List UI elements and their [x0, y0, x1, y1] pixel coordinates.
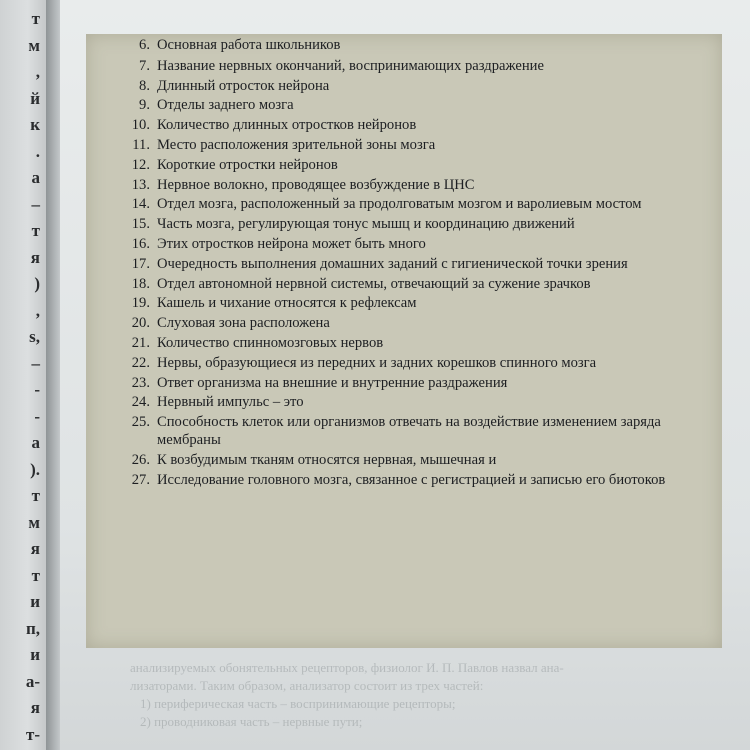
left-page-text-fragment: ).	[30, 459, 40, 479]
item-number: 7.	[139, 57, 150, 74]
list-item	[86, 78, 722, 96]
show-through-text: 1) периферическая часть – воспринимающие рецепторы;	[140, 696, 456, 711]
item-number: 10.	[131, 117, 150, 134]
item-number: 25.	[131, 414, 150, 431]
item-number: 22.	[131, 354, 150, 371]
left-page-text-fragment: и	[30, 592, 40, 611]
left-page-text-fragment: т	[31, 221, 40, 240]
item-number: 21.	[131, 334, 150, 351]
left-page-text-fragment: т-	[25, 724, 40, 744]
left-page-text-fragment: и	[30, 645, 40, 664]
item-text: Слуховая зона расположена	[157, 315, 330, 332]
item-text: Очередность выполнения домашних заданий с гигиенической точки зрения	[157, 255, 628, 272]
list-item	[86, 452, 722, 470]
list-item	[86, 355, 722, 373]
left-page-text-fragment: а-	[25, 671, 40, 691]
list-item	[86, 97, 722, 115]
show-through-text: лизаторами. Таким образом, анализатор состоит из трех частей:	[130, 678, 484, 693]
item-text: Этих отростков нейрона может быть много	[157, 235, 426, 252]
left-page-text-fragment: я	[30, 698, 40, 717]
item-number: 9.	[139, 97, 150, 114]
list-item	[86, 137, 722, 155]
item-text: Нервный импульс – это	[157, 394, 304, 411]
left-page-text-fragment: м	[28, 512, 40, 532]
item-number: 11.	[132, 136, 150, 153]
item-number: 8.	[139, 77, 150, 94]
list-item	[86, 375, 722, 393]
item-number: 27.	[131, 471, 150, 488]
left-page-text-fragment: ,	[35, 300, 40, 320]
list-item	[86, 37, 722, 55]
item-number: 15.	[131, 216, 150, 233]
left-page-text-fragment: а	[31, 168, 40, 187]
left-page-text-fragment: т	[31, 565, 40, 585]
left-page-text-fragment: -	[34, 406, 40, 426]
item-number: 16.	[131, 235, 150, 252]
left-page-text-fragment: s,	[29, 327, 40, 346]
left-page-text-fragment: я	[30, 247, 40, 267]
item-text: К возбудимым тканям относятся нервная, мышечная и	[157, 451, 497, 468]
item-text: Кашель и чихание относятся к рефлексам	[157, 295, 417, 312]
item-number: 19.	[131, 295, 150, 312]
item-text: Название нервных окончаний, воспринимающих раздражение	[157, 57, 544, 74]
item-number: 13.	[131, 176, 150, 193]
item-number: 24.	[131, 394, 150, 411]
list-item	[86, 414, 722, 450]
question-list	[86, 37, 722, 488]
list-item	[86, 58, 722, 76]
list-item	[86, 216, 722, 234]
book-gutter	[46, 0, 60, 750]
show-through-text: 2) проводниковая часть – нервные пути;	[140, 714, 363, 729]
item-text: Место расположения зрительной зоны мозга	[157, 136, 436, 153]
left-page-text-fragment: –	[31, 353, 40, 373]
item-number: 23.	[131, 374, 150, 391]
list-item	[86, 276, 722, 294]
left-page-text-fragment: ,	[35, 62, 40, 81]
left-page-text-fragment: .	[35, 141, 40, 161]
list-item	[86, 295, 722, 313]
item-number: 20.	[131, 315, 150, 332]
item-number: 14.	[131, 196, 150, 213]
list-item	[86, 117, 722, 135]
item-text: Количество длинных отростков нейронов	[157, 117, 417, 134]
left-page-text-fragment: т	[31, 9, 40, 28]
list-item	[86, 177, 722, 195]
left-page-text-fragment: й	[30, 88, 40, 108]
item-text: Отделы заднего мозга	[157, 97, 294, 114]
list-item	[86, 196, 722, 214]
item-number: 12.	[131, 156, 150, 173]
left-page-text-fragment: –	[31, 194, 40, 214]
left-page-text-fragment: -	[34, 380, 40, 399]
item-text: Короткие отростки нейронов	[157, 156, 338, 173]
left-page-text-fragment: м	[28, 35, 40, 55]
item-number: 6.	[139, 37, 150, 53]
list-item	[86, 157, 722, 175]
item-number: 17.	[131, 255, 150, 272]
item-text: Отдел мозга, расположенный за продолговатым мозгом и варолиевым мостом	[157, 196, 642, 213]
item-text: Основная работа школьников	[157, 37, 341, 53]
item-text: Нервное волокно, проводящее возбуждение в ЦНС	[157, 176, 475, 193]
right-page	[60, 0, 750, 750]
item-text: Количество спинномозговых нервов	[157, 334, 384, 351]
left-page-text-fragment: п,	[25, 618, 40, 638]
item-text: Нервы, образующиеся из передних и задних корешков спинного мозга	[157, 354, 597, 371]
list-item	[86, 236, 722, 254]
list-item	[86, 256, 722, 274]
left-page-text-fragment: )	[34, 274, 40, 293]
item-text: Длинный отросток нейрона	[157, 77, 330, 94]
left-page-text-fragment: я	[30, 539, 40, 558]
list-item	[86, 315, 722, 333]
show-through-text: анализируемых обонятельных рецепторов, физиолог И. П. Павлов назвал ана-	[130, 660, 564, 675]
left-page-edge	[0, 0, 46, 750]
item-number: 26.	[131, 451, 150, 468]
item-text: Часть мозга, регулирующая тонус мышц и координацию движений	[157, 216, 575, 233]
item-text: Исследование головного мозга, связанное с регистрацией и записью его биотоков	[157, 471, 666, 488]
item-text: Ответ организма на внешние и внутренние раздражения	[157, 374, 508, 391]
list-item	[86, 335, 722, 353]
left-page-text-fragment: т	[31, 486, 40, 505]
question-list-panel	[86, 34, 722, 648]
item-text: Способность клеток или организмов отвечать на воздействие изменением заряда мембраны	[157, 414, 661, 448]
item-text: Отдел автономной нервной системы, отвечающий за сужение зрачков	[157, 275, 591, 292]
list-item	[86, 394, 722, 412]
left-page-text-fragment: к	[30, 115, 40, 134]
list-item	[86, 472, 722, 490]
left-page-text-fragment: а	[31, 433, 40, 452]
item-number: 18.	[131, 275, 150, 292]
